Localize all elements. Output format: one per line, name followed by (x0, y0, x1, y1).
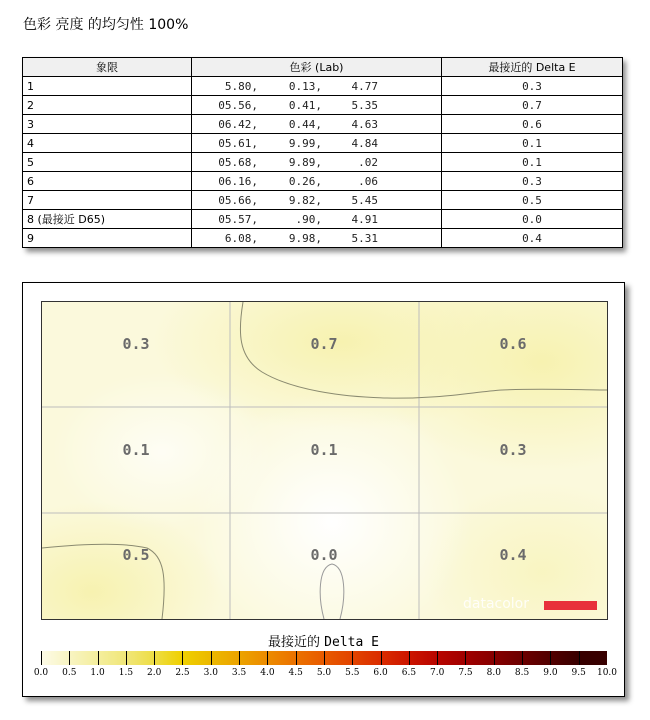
delta-e-cell: 0.1 (442, 134, 623, 153)
quadrant-cell: 7 (23, 191, 192, 210)
colorbar-title (23, 631, 624, 650)
colorbar-tick-label: 6.5 (401, 668, 417, 678)
header-quadrant: 象限 (23, 58, 192, 77)
lab-l-value: 05.61, (218, 136, 258, 150)
colorbar-segment (409, 651, 437, 665)
lab-l-value: 06.16, (218, 174, 258, 188)
colorbar-segment (41, 651, 69, 665)
brand-color-bar (544, 601, 597, 610)
colorbar-tick-label: 5.5 (345, 668, 360, 678)
colorbar-tick-label: 7.0 (430, 668, 445, 678)
lab-cell (192, 172, 442, 191)
lab-cell (192, 96, 442, 115)
colorbar-tick-label: 9.5 (571, 668, 586, 678)
colorbar-segment (381, 651, 409, 665)
quadrant-cell: 2 (23, 96, 192, 115)
lab-b-value: 4.77 (351, 79, 378, 93)
colorbar-tick-label: 1.5 (118, 668, 134, 678)
colorbar-tick-label: 2.0 (147, 668, 162, 678)
lab-cell (192, 229, 442, 248)
colorbar-segment (494, 651, 522, 665)
lab-b-value: .06 (358, 174, 378, 188)
delta-e-cell: 0.6 (442, 115, 623, 134)
lab-b-value: 4.63 (351, 117, 378, 131)
colorbar-ticks (23, 668, 624, 682)
lab-a-value: 0.44, (288, 117, 322, 131)
lab-l-value: 06.42, (218, 117, 258, 131)
delta-e-cell: 0.7 (442, 96, 623, 115)
quadrant-cell: 8 (最接近 D65) (23, 210, 192, 229)
colorbar-segment (296, 651, 324, 665)
cell-value-5: 0.1 (310, 441, 338, 459)
lab-b-value: 5.45 (351, 193, 378, 207)
lab-b-value: 5.31 (351, 231, 378, 245)
colorbar-tick-label: 0.5 (62, 668, 77, 678)
table-row (23, 191, 623, 210)
colorbar-segment (465, 651, 493, 665)
cell-value-9: 0.4 (499, 546, 527, 564)
header-lab: 色彩 (Lab) (192, 58, 442, 77)
lab-b-value: 5.35 (351, 98, 378, 112)
page-title: 色彩 亮度 的均匀性 100% (23, 17, 189, 33)
lab-a-value: 9.98, (288, 231, 322, 245)
colorbar-title-en: Delta E (324, 635, 379, 650)
table-row (23, 115, 623, 134)
table-row (23, 210, 623, 229)
lab-cell (192, 115, 442, 134)
lab-a-value: .90, (295, 212, 322, 226)
lab-a-value: 0.41, (288, 98, 322, 112)
colorbar-tick-label: 4.5 (288, 668, 303, 678)
colorbar-segment (154, 651, 182, 665)
colorbar-tick-label: 8.5 (514, 668, 530, 678)
colorbar-tick-label: 6.0 (373, 668, 388, 678)
colorbar-segment (98, 651, 126, 665)
delta-e-cell: 0.5 (442, 191, 623, 210)
cell-value-3: 0.6 (499, 335, 527, 353)
colorbar-segment (126, 651, 154, 665)
lab-l-value: 5.80, (224, 79, 258, 93)
lab-b-value: 4.84 (351, 136, 378, 150)
colorbar-segment (550, 651, 578, 665)
lab-cell (192, 134, 442, 153)
lab-l-value: 05.68, (218, 155, 258, 169)
cell-value-1: 0.3 (122, 335, 150, 353)
lab-cell (192, 191, 442, 210)
lab-a-value: 9.99, (288, 136, 322, 150)
colorbar-segment (352, 651, 380, 665)
lab-a-value: 9.89, (288, 155, 322, 169)
colorbar-tick-label: 5.0 (316, 668, 332, 678)
cell-value-6: 0.3 (499, 441, 527, 459)
colorbar-tick-label: 8.0 (486, 668, 501, 678)
lab-l-value: 6.08, (224, 231, 258, 245)
table-row (23, 134, 623, 153)
lab-b-value: 4.91 (351, 212, 378, 226)
table-header-row (23, 58, 623, 77)
lab-cell (192, 210, 442, 229)
table-row (23, 153, 623, 172)
quadrant-cell: 6 (23, 172, 192, 191)
colorbar-segment (267, 651, 295, 665)
lab-b-value: .02 (358, 155, 378, 169)
cell-value-4: 0.1 (122, 441, 150, 459)
colorbar-tick-label: 7.5 (458, 668, 473, 678)
uniformity-chart (22, 282, 625, 697)
table-row (23, 229, 623, 248)
delta-e-cell: 0.4 (442, 229, 623, 248)
cell-value-2: 0.7 (310, 335, 338, 353)
colorbar-tick-label: 9.0 (543, 668, 558, 678)
lab-l-value: 05.57, (218, 212, 258, 226)
colorbar-tick-label: 10.0 (596, 668, 618, 678)
table-row (23, 96, 623, 115)
lab-table-container (22, 57, 622, 248)
colorbar-segment (69, 651, 97, 665)
lab-cell (192, 77, 442, 96)
colorbar-segment (182, 651, 210, 665)
lab-table (22, 57, 623, 248)
lab-a-value: 0.26, (288, 174, 322, 188)
quadrant-cell: 1 (23, 77, 192, 96)
lab-cell (192, 153, 442, 172)
delta-e-cell: 0.1 (442, 153, 623, 172)
lab-a-value: 0.13, (288, 79, 322, 93)
table-row (23, 172, 623, 191)
table-row (23, 77, 623, 96)
colorbar-tick-label: 3.0 (203, 668, 218, 678)
colorbar-segment (239, 651, 267, 665)
header-delta-e: 最接近的 Delta E (442, 58, 623, 77)
colorbar-tick-label: 2.5 (175, 668, 190, 678)
lab-l-value: 05.56, (218, 98, 258, 112)
colorbar-tick-label: 0.0 (33, 668, 49, 678)
heatmap-plot (41, 301, 608, 620)
cell-value-8: 0.0 (310, 546, 338, 564)
cell-value-7: 0.5 (122, 546, 150, 564)
colorbar-tick-label: 1.0 (90, 668, 105, 678)
delta-e-cell: 0.3 (442, 77, 623, 96)
quadrant-cell: 9 (23, 229, 192, 248)
colorbar-segment (522, 651, 550, 665)
delta-e-cell: 0.0 (442, 210, 623, 229)
lab-l-value: 05.66, (218, 193, 258, 207)
quadrant-cell: 3 (23, 115, 192, 134)
colorbar-segment (579, 651, 607, 665)
colorbar-tick-label: 3.5 (231, 668, 247, 678)
lab-a-value: 9.82, (288, 193, 322, 207)
quadrant-cell: 5 (23, 153, 192, 172)
colorbar-segment (437, 651, 465, 665)
delta-e-cell: 0.3 (442, 172, 623, 191)
quadrant-cell: 4 (23, 134, 192, 153)
colorbar (41, 651, 607, 665)
colorbar-segment (324, 651, 352, 665)
datacolor-watermark: datacolor (462, 596, 529, 612)
colorbar-segment (211, 651, 239, 665)
colorbar-tick-label: 4.0 (260, 668, 275, 678)
colorbar-title-cn: 最接近的 (268, 635, 321, 650)
